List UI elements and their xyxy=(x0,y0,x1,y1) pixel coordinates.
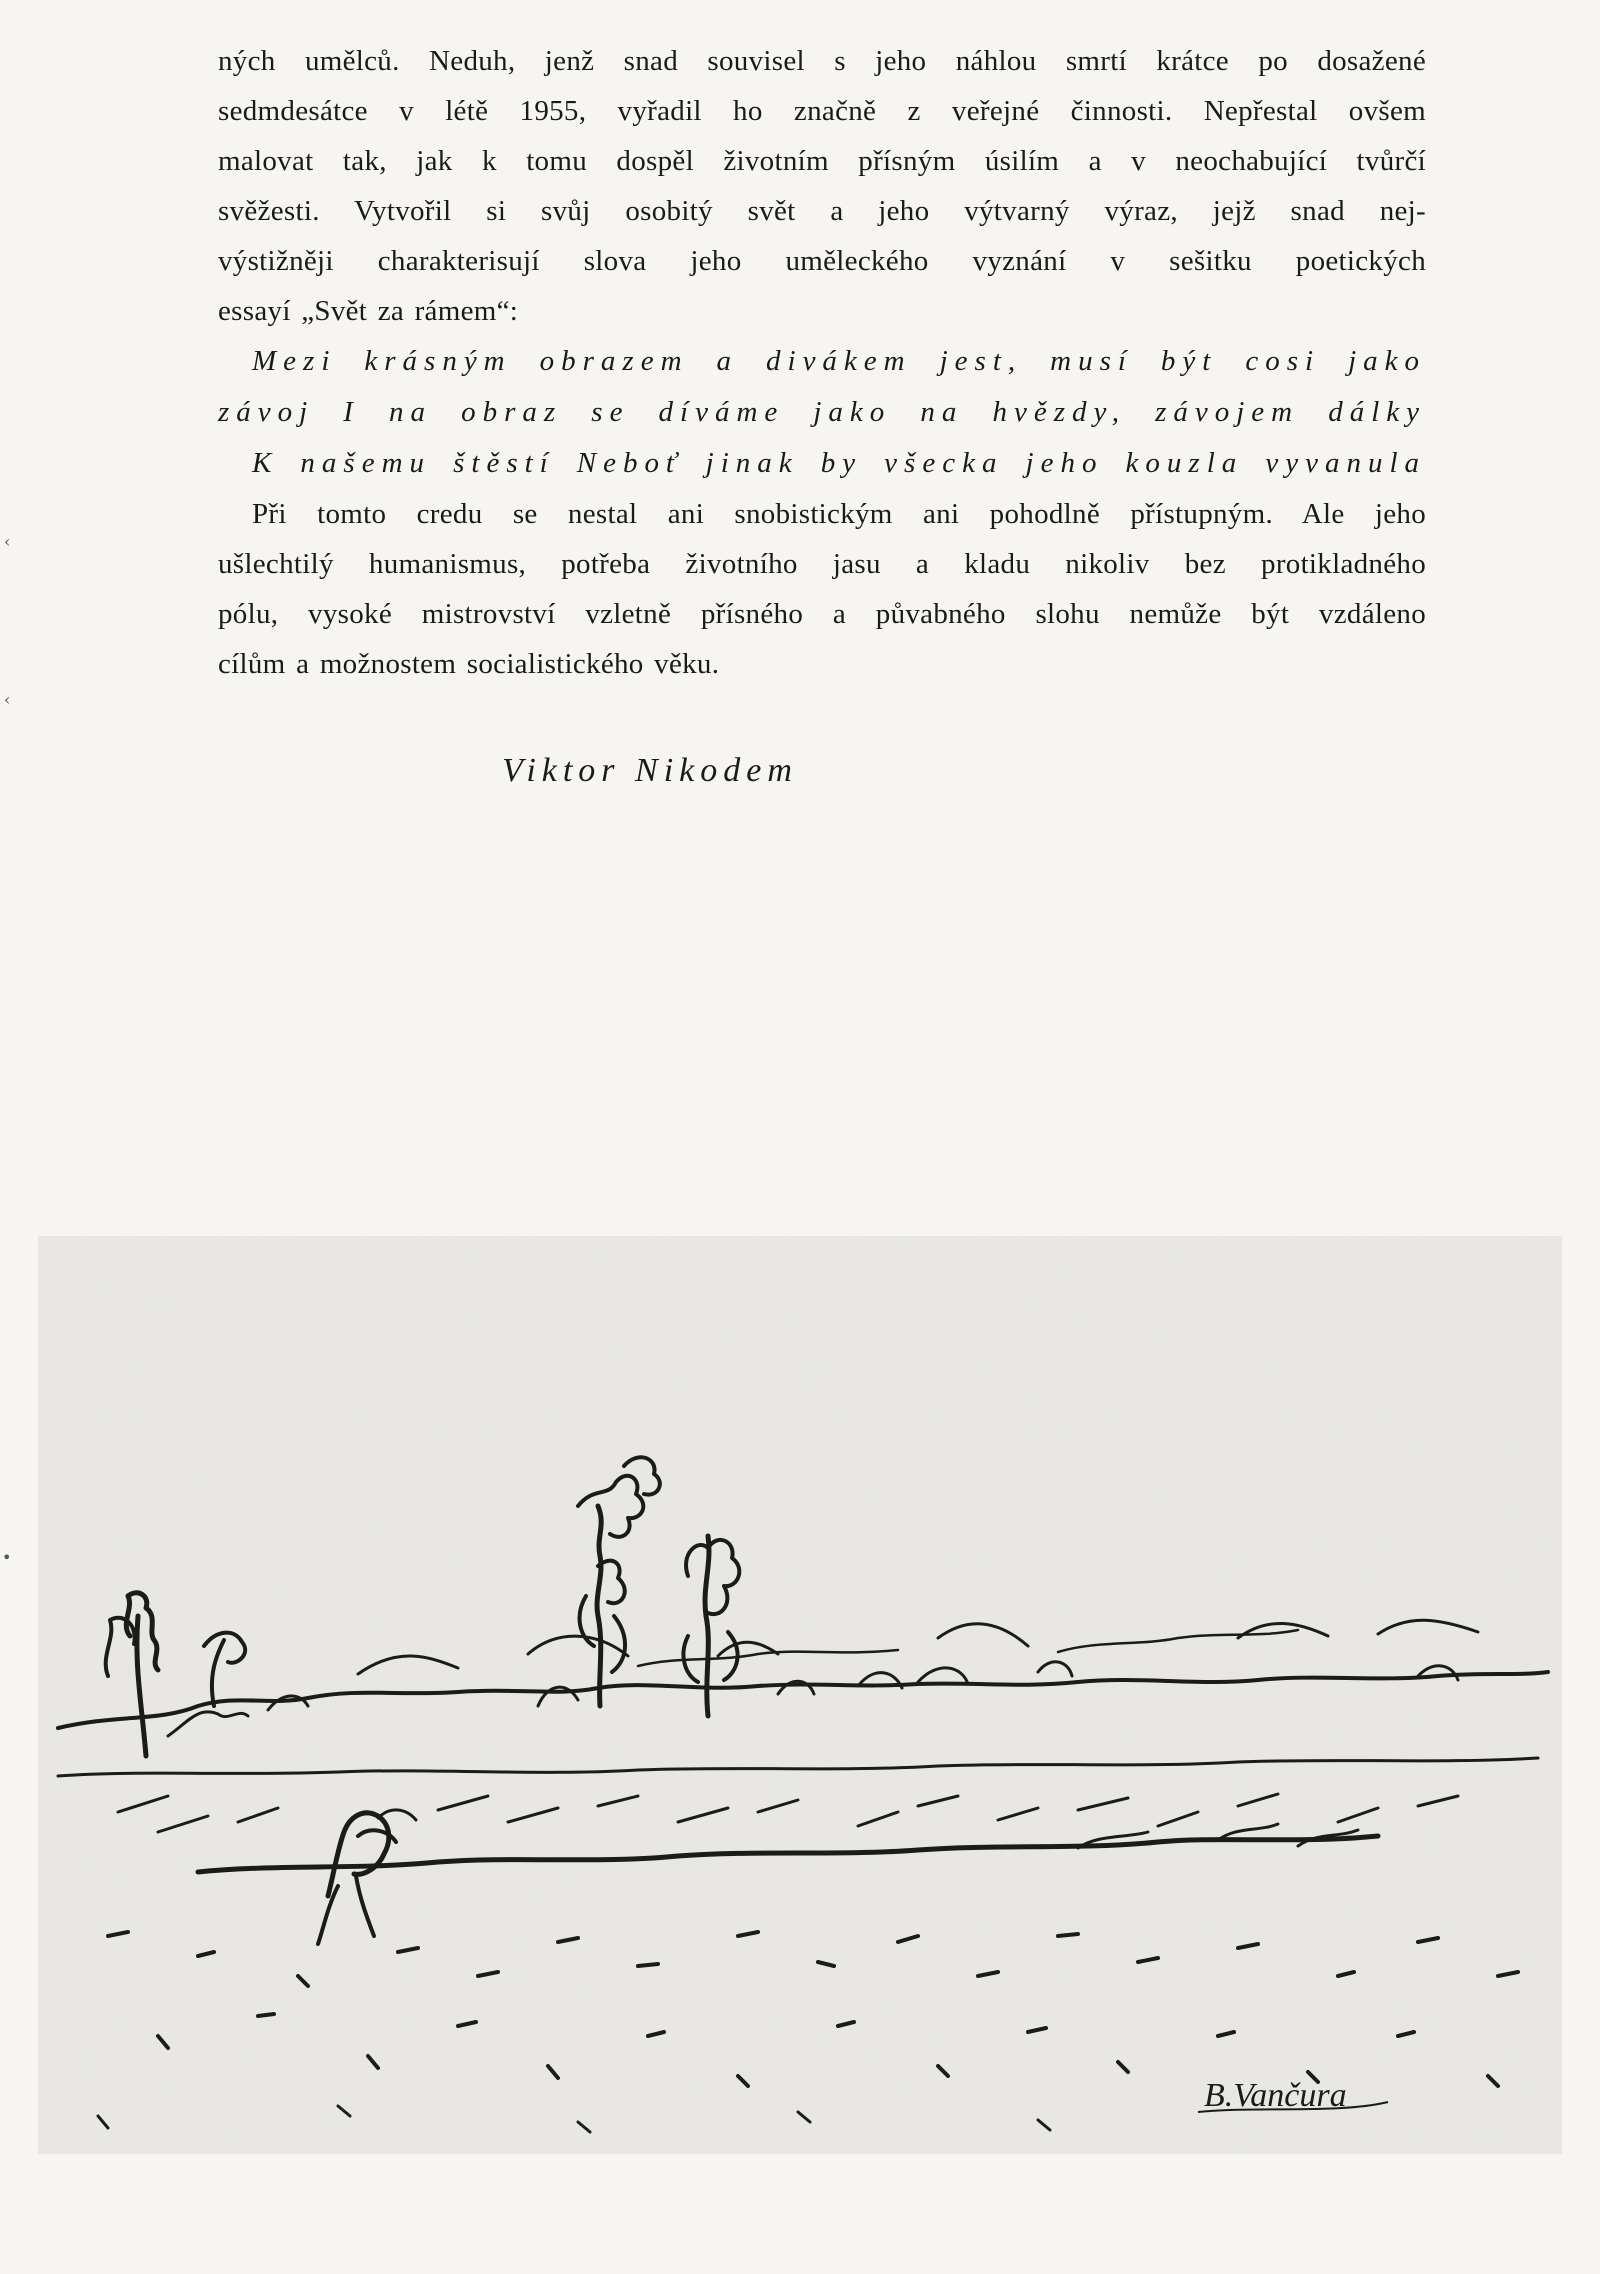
margin-mark: ‹ xyxy=(4,690,11,709)
text-line: pólu, vysoké mistrovství vzletně přísného a půvabného slohu nemůže být vzdáleno xyxy=(218,598,1426,630)
text-line: cílům a možnostem socialistického věku. xyxy=(218,648,720,680)
paragraph-1 xyxy=(218,36,1426,336)
artist-signature: B.Vančura xyxy=(1204,2077,1347,2114)
article-text xyxy=(218,36,1426,689)
quote-line: Mezi krásným obrazem a divákem jest, musí být cosi jako xyxy=(252,345,1426,377)
text-line: essayí „Svět za rámem“: xyxy=(218,295,519,327)
text-line: ných umělců. Neduh, jenž snad souvisel s jeho náhlou smrtí krátce po dosažené xyxy=(218,45,1426,77)
landscape-sketch-svg xyxy=(38,1236,1562,2154)
margin-mark: • xyxy=(2,1548,12,1567)
quote-line: závoj I na obraz se díváme jako na hvězdy, závojem dálky xyxy=(218,396,1426,428)
quotation xyxy=(218,336,1426,489)
author-name: Viktor Nikodem xyxy=(502,752,798,789)
margin-mark: ‹ xyxy=(4,532,11,551)
landscape-sketch xyxy=(38,1236,1562,2154)
text-line: ušlechtilý humanismus, potřeba životního jasu a kladu nikoliv bez protikladného xyxy=(218,548,1426,580)
text-line: svěžesti. Vytvořil si svůj osobitý svět a jeho výtvarný výraz, jejž snad nej- xyxy=(218,195,1426,227)
paragraph-2 xyxy=(218,489,1426,689)
text-line: výstižněji charakterisují slova jeho uměleckého vyznání v sešitku poetických xyxy=(218,245,1426,277)
text-line: sedmdesátce v létě 1955, vyřadil ho značně z veřejné činnosti. Nepřestal ovšem xyxy=(218,95,1426,127)
text-line: malovat tak, jak k tomu dospěl životním přísným úsilím a v neochabující tvůrčí xyxy=(218,145,1426,177)
quote-line: K našemu štěstí Neboť jinak by všecka jeho kouzla vyvanula xyxy=(252,447,1426,479)
text-line: Při tomto credu se nestal ani snobistickým ani pohodlně přístupným. Ale jeho xyxy=(252,498,1426,530)
